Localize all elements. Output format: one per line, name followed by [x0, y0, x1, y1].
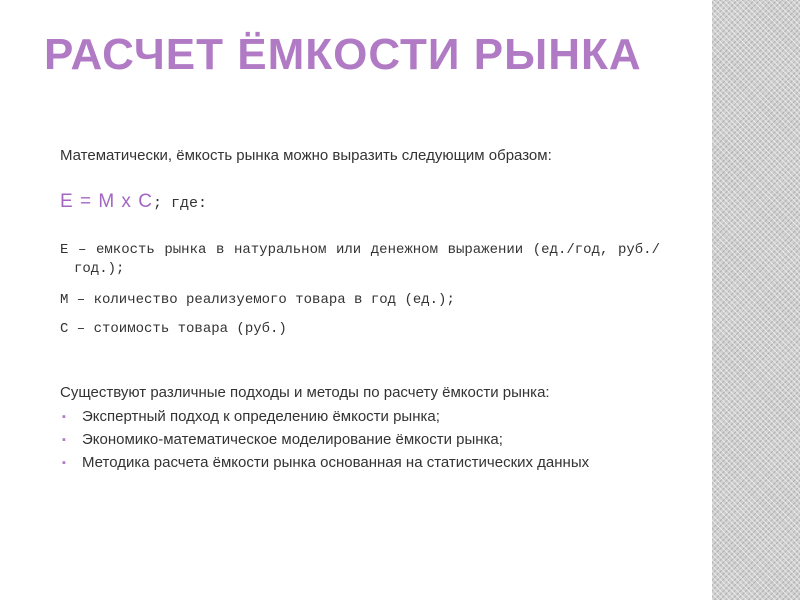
list-item — [60, 408, 660, 425]
decorative-side-band — [712, 0, 800, 600]
formula-tail: ; где: — [152, 195, 207, 212]
page-title: РАСЧЕТ ЁМКОСТИ РЫНКА — [44, 30, 642, 79]
definition-e: Е – емкость рынка в натуральном или денежном выражении (ед./год, руб./год.); — [60, 242, 660, 277]
methods-list — [60, 408, 660, 471]
slide-body — [60, 146, 660, 471]
methods-heading: Существуют различные подходы и методы по расчету ёмкости рынка: — [60, 384, 550, 401]
method-label: Экспертный подход к определению ёмкости рынка; — [82, 408, 440, 425]
bullet-square-icon: ▪ — [62, 434, 66, 446]
method-label: Методика расчета ёмкости рынка основанная на статистических данных — [82, 454, 590, 471]
bullet-square-icon: ▪ — [62, 411, 66, 423]
list-item — [60, 454, 660, 471]
formula — [60, 191, 660, 213]
formula-expression: Е = М х С — [60, 191, 153, 212]
intro-text: Математически, ёмкость рынка можно выразить следующим образом: — [60, 147, 552, 164]
bullet-square-icon: ▪ — [62, 457, 66, 469]
list-item — [60, 431, 660, 448]
definition-m: М – количество реализуемого товара в год (ед.); — [60, 292, 455, 308]
definition-c: С – стоимость товара (руб.) — [60, 321, 287, 337]
method-label: Экономико-математическое моделирование ёмкости рынка; — [82, 431, 503, 448]
